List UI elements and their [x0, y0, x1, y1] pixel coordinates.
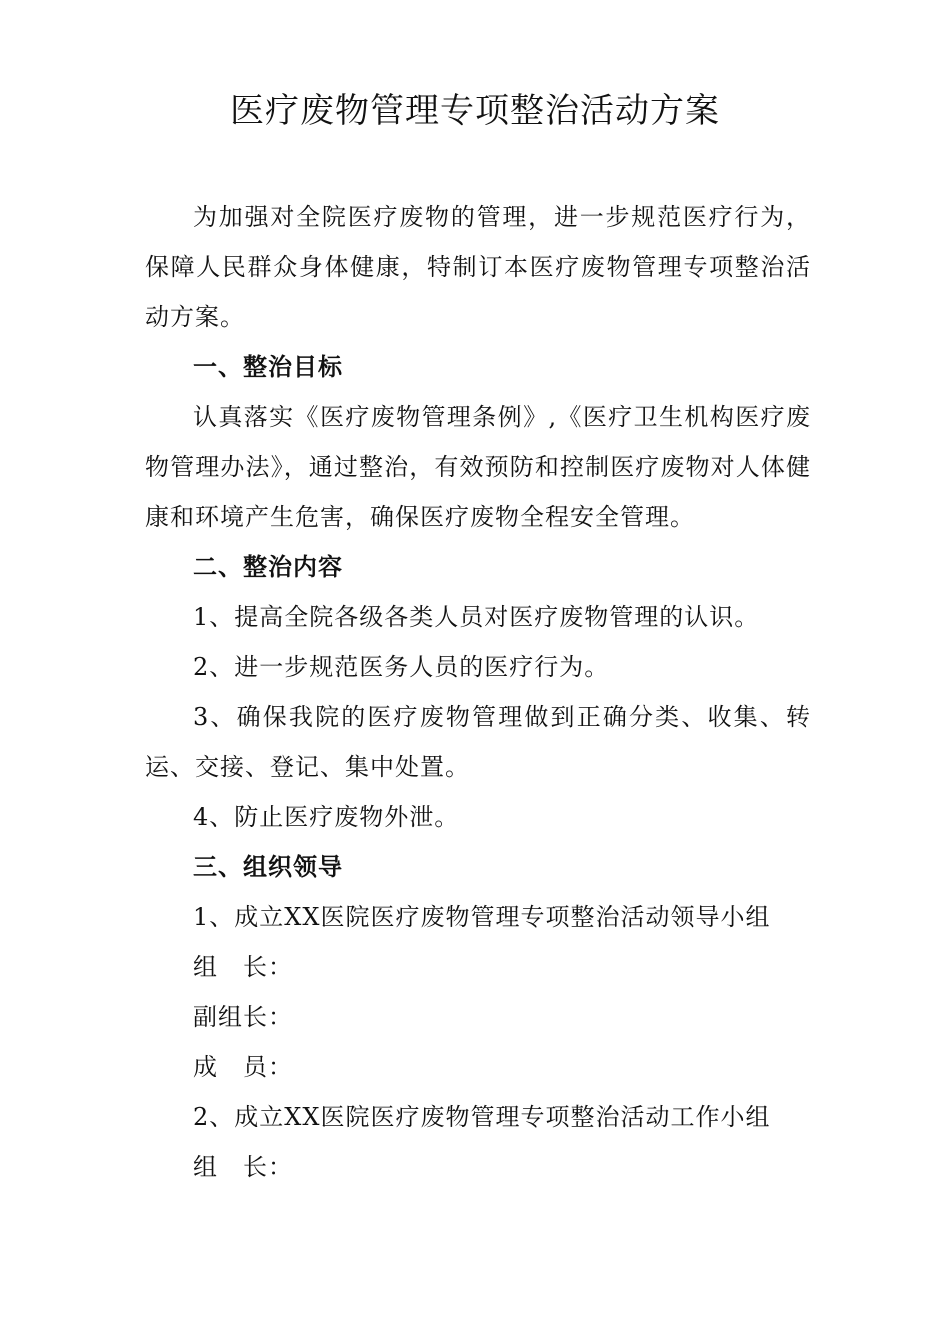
deputy-leader-line: 副组长： — [193, 1003, 293, 1031]
content-item-1: 1、提高全院各级各类人员对医疗废物管理的认识。 — [193, 603, 760, 631]
leader-line: 组 长： — [193, 953, 293, 981]
content-item-3: 3、确保我院的医疗废物管理做到正确分类、收集、转运、交接、登记、集中处置。 — [145, 703, 811, 781]
section-heading-goals: 一、整治目标 — [193, 353, 343, 381]
members-line: 成 员： — [193, 1053, 293, 1081]
section-heading-content: 二、整治内容 — [193, 553, 343, 581]
goals-paragraph: 认真落实《医疗废物管理条例》,《医疗卫生机构医疗废物管理办法》，通过整治，有效预防和控制医疗废物对人体健康和环境产生危害，确保医疗废物全程安全管理。 — [145, 403, 811, 531]
work-group-leader-line: 组 长： — [193, 1153, 293, 1181]
content-item-4: 4、防止医疗废物外泄。 — [193, 803, 460, 831]
org-item-1: 1、成立XX医院医疗废物管理专项整治活动领导小组 — [193, 903, 771, 931]
org-item-2: 2、成立XX医院医疗废物管理专项整治活动工作小组 — [193, 1103, 771, 1131]
intro-paragraph: 为加强对全院医疗废物的管理，进一步规范医疗行为，保障人民群众身体健康，特制订本医疗废物管理专项整治活动方案。 — [145, 203, 811, 331]
document-body — [145, 192, 811, 1192]
content-item-2: 2、进一步规范医务人员的医疗行为。 — [193, 653, 610, 681]
section-heading-organization: 三、组织领导 — [193, 853, 343, 881]
document-title: 医疗废物管理专项整治活动方案 — [230, 91, 720, 131]
